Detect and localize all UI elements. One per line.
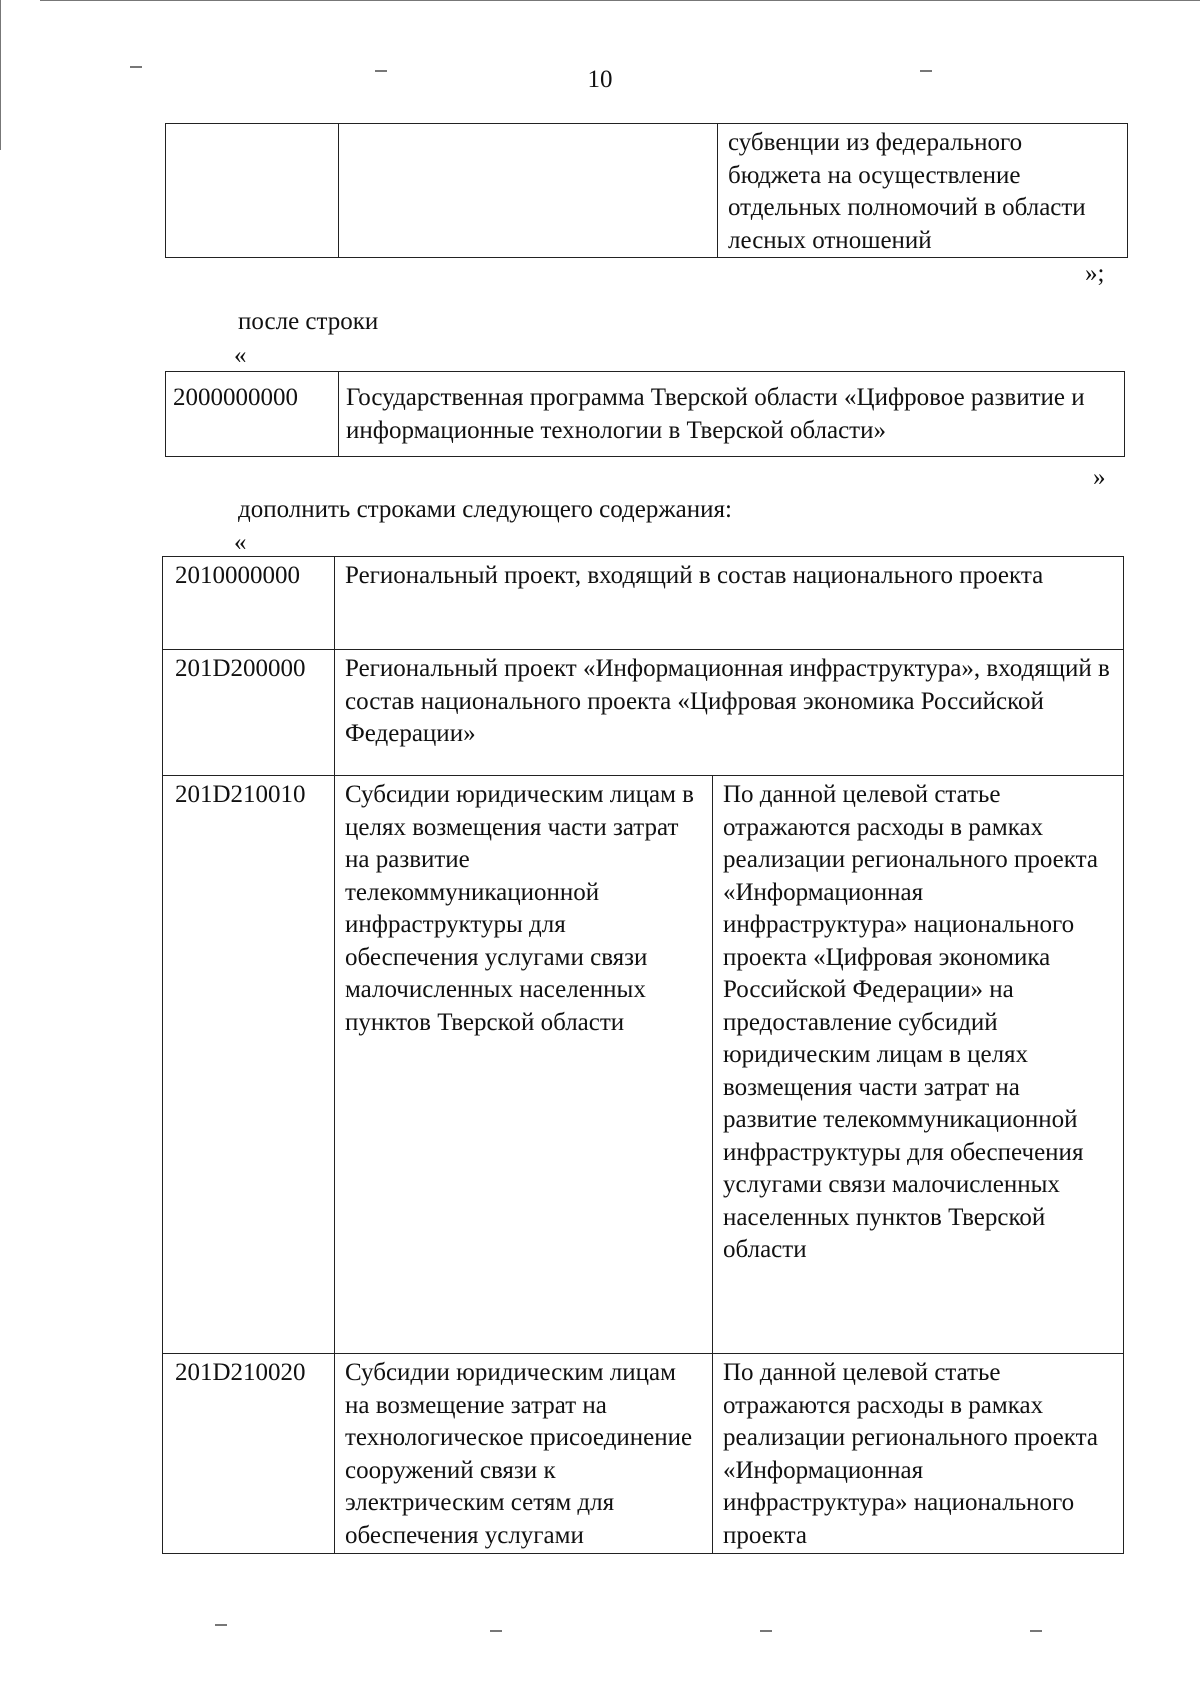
table-row (163, 557, 1124, 650)
intro-add-lines: дополнить строками следующего содержания: (238, 496, 732, 523)
name-cell: Субсидии юридическим лицам в целях возмещения части затрат на развитие телекоммуникационной инфраструктуры для обеспечения услугами связи малочисленных населенных пунктов Тверской области (335, 776, 713, 1354)
intro-after-line: после строки (238, 308, 379, 335)
scan-edge-top (40, 0, 1200, 1)
table-after-row (165, 371, 1125, 457)
scan-speck (1030, 1630, 1042, 1632)
table-top (165, 123, 1128, 258)
opening-quote: « (234, 529, 247, 556)
table-row (163, 776, 1124, 1354)
page-number: 10 (587, 66, 613, 93)
name-cell: Субсидии юридическим лицам на возмещение затрат на технологическое присоединение сооружений связи к электрическим сетям для обеспечения услугами (335, 1354, 713, 1554)
opening-quote: « (234, 342, 247, 369)
scan-speck (490, 1630, 502, 1632)
table-new-rows (162, 556, 1124, 1554)
closing-quote: » (1093, 464, 1106, 491)
name-cell: Государственная программа Тверской области «Цифровое развитие и информационные технологии в Тверской области» (339, 372, 1125, 457)
scan-speck (215, 1624, 227, 1626)
table-row (163, 650, 1124, 776)
description-cell: субвенции из федерального бюджета на осуществление отдельных полномочий в области лесных отношений (718, 124, 1128, 258)
code-cell: 2000000000 (166, 372, 339, 457)
scan-speck (760, 1630, 772, 1632)
table-row (166, 372, 1125, 457)
description-cell: По данной целевой статье отражаются расходы в рамках реализации регионального проекта «Информационная инфраструктура» национального проекта «Цифровая экономика Российской Федерации» на предоставление субсидий юридическим лицам в целях возмещения части затрат на развитие телекоммуникационной инфраструктуры для обеспечения услугами связи малочисленных населенных пунктов Тверской области (713, 776, 1124, 1354)
code-cell: 201D200000 (163, 650, 335, 776)
code-cell: 2010000000 (163, 557, 335, 650)
name-cell: Региональный проект «Информационная инфраструктура», входящий в состав национального проекта «Цифровая экономика Российской Федерации» (335, 650, 1124, 776)
code-cell: 201D210020 (163, 1354, 335, 1554)
description-cell: По данной целевой статье отражаются расходы в рамках реализации регионального проекта «Информационная инфраструктура» национального проекта (713, 1354, 1124, 1554)
code-cell (166, 124, 339, 258)
name-cell (339, 124, 718, 258)
code-cell: 201D210010 (163, 776, 335, 1354)
table-row (163, 1354, 1124, 1554)
name-cell: Региональный проект, входящий в состав национального проекта (335, 557, 1124, 650)
closing-quote: »; (1085, 260, 1105, 287)
table-row (166, 124, 1128, 258)
